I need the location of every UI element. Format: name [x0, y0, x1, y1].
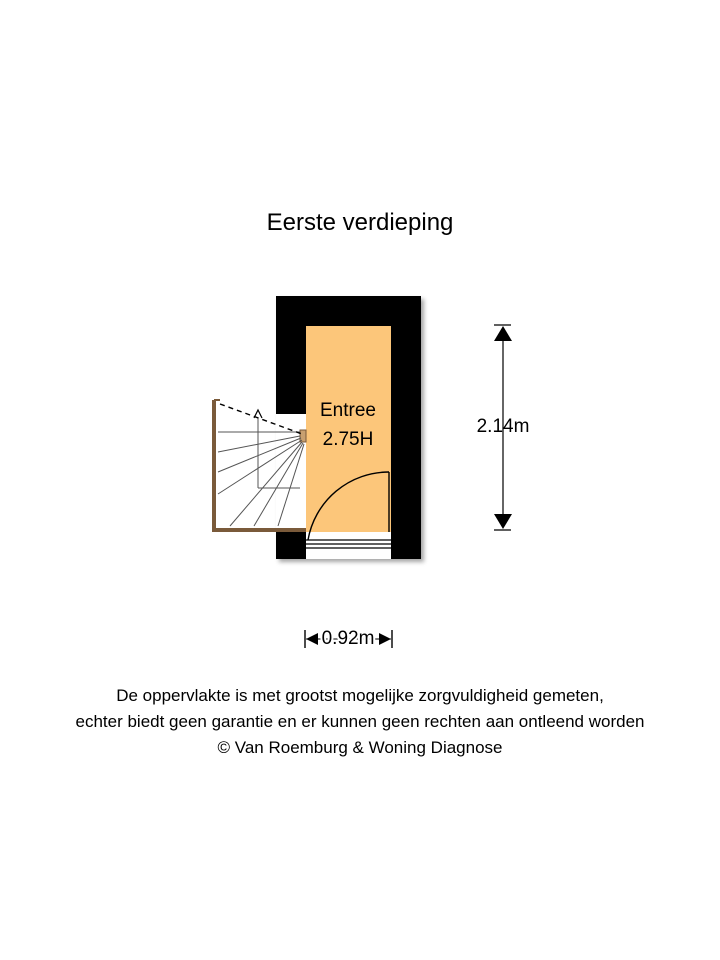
floor-title: Eerste verdieping	[266, 209, 454, 236]
vertical-dimension-label: 2.14m	[476, 416, 530, 437]
disclaimer-line-1: De oppervlakte is met grootst mogelijke zorgvuldigheid gemeten,	[116, 686, 604, 705]
room-name: Entree	[320, 400, 376, 421]
disclaimer	[0, 683, 720, 761]
room-height: 2.75H	[322, 429, 374, 450]
horizontal-dimension-label: 0.92m	[321, 628, 375, 649]
disclaimer-line-2: echter biedt geen garantie en er kunnen geen rechten aan ontleend worden	[75, 712, 645, 731]
door-opening	[306, 532, 391, 559]
copyright-line: © Van Roemburg & Woning Diagnose	[217, 738, 503, 757]
